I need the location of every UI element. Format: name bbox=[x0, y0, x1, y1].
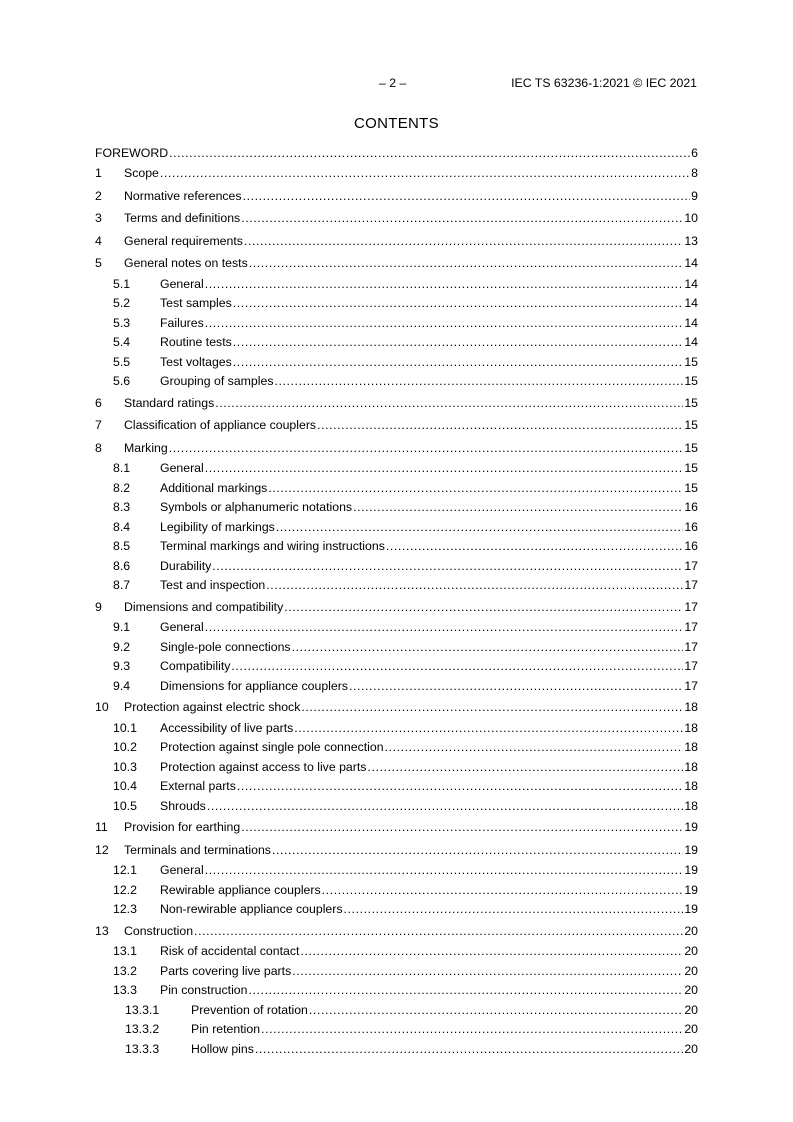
toc-entry-label: Terms and definitions bbox=[124, 211, 241, 225]
toc-entry-number: 13.3.3 bbox=[125, 1041, 160, 1056]
dot-leader bbox=[233, 333, 684, 353]
toc-entry-label: General bbox=[160, 461, 204, 475]
toc-entry[interactable] bbox=[95, 392, 698, 415]
dot-leader bbox=[266, 576, 683, 596]
toc-entry-page: 15 bbox=[684, 480, 698, 495]
toc-entry-leader bbox=[191, 1001, 698, 1021]
toc-entry-leader bbox=[160, 677, 698, 697]
toc-entry-page: 15 bbox=[684, 418, 698, 432]
toc-entry-leader bbox=[160, 719, 698, 739]
toc-entry-leader bbox=[160, 758, 698, 778]
dot-leader bbox=[385, 738, 684, 758]
toc-entry-leader bbox=[160, 333, 698, 353]
toc-entry-number: 6 bbox=[95, 395, 102, 410]
dot-leader bbox=[255, 1040, 683, 1060]
page-number: – 2 – bbox=[379, 76, 407, 90]
toc-entry-leader bbox=[124, 816, 698, 839]
toc-entry-label: Dimensions for appliance couplers bbox=[160, 678, 348, 693]
toc-entry-number: 9.3 bbox=[113, 659, 131, 673]
dot-leader bbox=[231, 657, 683, 677]
toc-entry-leader bbox=[191, 1020, 698, 1040]
toc-entry[interactable] bbox=[95, 518, 698, 538]
toc-entry-label: External parts bbox=[160, 779, 236, 793]
toc-entry-leader bbox=[160, 797, 698, 817]
toc-entry-number: 13.2 bbox=[113, 963, 137, 978]
toc-entry-page: 18 bbox=[684, 720, 698, 735]
toc-entry[interactable] bbox=[95, 537, 698, 557]
toc-entry-label: Accessibility of live parts bbox=[160, 720, 294, 735]
toc-entry-page: 19 bbox=[684, 842, 698, 857]
toc-entry-page: 19 bbox=[684, 902, 698, 916]
toc-entry-page: 17 bbox=[684, 678, 698, 693]
dot-leader bbox=[294, 719, 683, 739]
toc-entry-label: Risk of accidental contact bbox=[160, 944, 300, 958]
toc-entry[interactable] bbox=[95, 162, 698, 185]
toc-entry-page: 17 bbox=[684, 599, 698, 614]
toc-entry-label: FOREWORD bbox=[95, 146, 169, 160]
toc-entry-number: 13.3.2 bbox=[125, 1022, 160, 1036]
dot-leader bbox=[317, 414, 683, 437]
toc-entry-label: Construction bbox=[124, 923, 194, 938]
toc-entry-label: Single-pole connections bbox=[160, 639, 291, 654]
toc-entry-number: 5.3 bbox=[113, 315, 131, 330]
toc-entry-page: 13 bbox=[684, 233, 698, 248]
toc-entry[interactable] bbox=[95, 816, 698, 839]
dot-leader bbox=[309, 1001, 683, 1021]
toc-entry-page: 10 bbox=[684, 211, 698, 225]
dot-leader bbox=[233, 294, 684, 314]
toc-entry-number: 12.2 bbox=[113, 882, 137, 897]
toc-entry-label: Routine tests bbox=[160, 335, 232, 349]
toc-entry-page: 15 bbox=[684, 440, 698, 455]
dot-leader bbox=[215, 392, 683, 415]
toc-entry-label: Test voltages bbox=[160, 354, 232, 369]
toc-entry-leader bbox=[160, 738, 698, 758]
dot-leader bbox=[243, 185, 691, 208]
toc-entry-label: Terminals and terminations bbox=[124, 842, 271, 857]
toc-entry-label: Shrouds bbox=[160, 798, 206, 813]
toc-entry-page: 17 bbox=[684, 659, 698, 673]
toc-entry-label: Grouping of samples bbox=[160, 374, 274, 388]
toc-entry[interactable] bbox=[95, 900, 698, 920]
toc-entry-leader bbox=[124, 839, 698, 862]
toc-entry[interactable] bbox=[95, 738, 698, 758]
toc-entry-number: 10 bbox=[95, 700, 109, 714]
toc-entry[interactable] bbox=[95, 353, 698, 373]
dot-leader bbox=[241, 207, 683, 230]
dot-leader bbox=[207, 797, 684, 817]
toc-entry-page: 20 bbox=[684, 1041, 698, 1056]
toc-entry-number: 9.4 bbox=[113, 678, 131, 693]
toc-entry-leader bbox=[124, 207, 698, 230]
toc-entry-page: 17 bbox=[684, 639, 698, 654]
toc-entry[interactable] bbox=[95, 557, 698, 577]
toc-entry-leader bbox=[160, 557, 698, 577]
toc-entry-number: 10.3 bbox=[113, 759, 137, 774]
toc-entry-number: 5.4 bbox=[113, 335, 131, 349]
table-of-contents bbox=[95, 144, 698, 1059]
toc-entry[interactable] bbox=[95, 657, 698, 677]
toc-entry-label: Additional markings bbox=[160, 480, 268, 495]
toc-entry-leader bbox=[160, 576, 698, 596]
toc-entry-leader bbox=[160, 518, 698, 538]
toc-entry-number: 9.1 bbox=[113, 620, 131, 634]
toc-entry-number: 10.1 bbox=[113, 720, 137, 735]
toc-entry-leader bbox=[191, 1040, 698, 1060]
dot-leader bbox=[276, 518, 683, 538]
toc-entry-leader bbox=[124, 414, 698, 437]
dot-leader bbox=[261, 1020, 683, 1040]
toc-entry-page: 16 bbox=[684, 519, 698, 534]
toc-entry-number: 2 bbox=[95, 188, 102, 203]
toc-entry[interactable] bbox=[95, 372, 698, 392]
toc-entry-label: Protection against single pole connection bbox=[160, 740, 384, 754]
toc-entry-page: 8 bbox=[691, 166, 698, 180]
toc-entry[interactable] bbox=[95, 981, 698, 1001]
toc-entry-label: Protection against electric shock bbox=[124, 700, 301, 714]
toc-entry-leader bbox=[124, 185, 698, 208]
toc-entry[interactable] bbox=[95, 414, 698, 437]
toc-entry-number: 8.4 bbox=[113, 519, 131, 534]
toc-entry-number: 5.2 bbox=[113, 296, 131, 310]
toc-entry[interactable] bbox=[95, 314, 698, 334]
toc-entry-label: Legibility of markings bbox=[160, 519, 275, 534]
toc-entry-label: Classification of appliance couplers bbox=[124, 418, 317, 432]
dot-leader bbox=[386, 537, 683, 557]
toc-entry[interactable] bbox=[95, 797, 698, 817]
toc-entry-page: 14 bbox=[684, 296, 698, 310]
toc-entry-page: 18 bbox=[684, 779, 698, 793]
toc-entry-label: Durability bbox=[160, 558, 212, 573]
toc-entry-number: 12.3 bbox=[113, 902, 137, 916]
toc-entry-page: 17 bbox=[684, 558, 698, 573]
toc-entry-number: 10.5 bbox=[113, 798, 137, 813]
toc-entry-label: General requirements bbox=[124, 233, 243, 248]
toc-entry-label: Pin construction bbox=[160, 983, 248, 997]
toc-entry-leader bbox=[160, 777, 698, 797]
toc-entry-leader bbox=[160, 498, 698, 518]
toc-entry[interactable] bbox=[95, 758, 698, 778]
toc-entry-number: 3 bbox=[95, 211, 102, 225]
toc-entry[interactable] bbox=[95, 275, 698, 295]
toc-entry-leader bbox=[124, 392, 698, 415]
toc-entry-page: 15 bbox=[684, 395, 698, 410]
toc-entry-leader bbox=[160, 275, 698, 295]
toc-entry-leader bbox=[160, 294, 698, 314]
dot-leader bbox=[205, 618, 684, 638]
toc-entry-page: 14 bbox=[684, 276, 698, 291]
page-header bbox=[0, 76, 793, 92]
toc-entry-page: 6 bbox=[691, 146, 698, 160]
toc-entry-leader bbox=[124, 252, 698, 275]
toc-entry-number: 8.6 bbox=[113, 558, 131, 573]
toc-entry-label: Terminal markings and wiring instructions bbox=[160, 539, 385, 553]
toc-entry-label: Symbols or alphanumeric notations bbox=[160, 500, 353, 514]
toc-entry-leader bbox=[160, 942, 698, 962]
toc-entry-label: Prevention of rotation bbox=[191, 1002, 308, 1017]
toc-entry-page: 15 bbox=[684, 354, 698, 369]
toc-entry[interactable] bbox=[95, 920, 698, 943]
toc-entry-label: Standard ratings bbox=[124, 395, 215, 410]
toc-entry-page: 18 bbox=[684, 798, 698, 813]
dot-leader bbox=[241, 816, 683, 839]
toc-entry-leader bbox=[124, 596, 698, 619]
toc-entry-number: 4 bbox=[95, 233, 102, 248]
toc-entry[interactable] bbox=[95, 839, 698, 862]
toc-entry[interactable] bbox=[95, 638, 698, 658]
toc-entry-page: 17 bbox=[684, 578, 698, 592]
toc-entry-label: Pin retention bbox=[191, 1022, 261, 1036]
dot-leader bbox=[244, 230, 683, 253]
toc-entry[interactable] bbox=[95, 207, 698, 230]
toc-entry[interactable] bbox=[95, 437, 698, 460]
toc-entry-number: 8.3 bbox=[113, 500, 131, 514]
toc-entry-page: 19 bbox=[684, 863, 698, 877]
toc-entry-label: Scope bbox=[124, 166, 159, 180]
toc-entry-label: Test samples bbox=[160, 296, 232, 310]
toc-entry[interactable] bbox=[95, 576, 698, 596]
toc-entry-page: 15 bbox=[684, 374, 698, 388]
toc-entry-page: 20 bbox=[684, 1002, 698, 1017]
toc-entry-page: 18 bbox=[684, 700, 698, 714]
toc-entry-leader bbox=[160, 638, 698, 658]
toc-entry-number: 10.4 bbox=[113, 779, 137, 793]
toc-entry-number: 9.2 bbox=[113, 639, 131, 654]
toc-entry-number: 12 bbox=[95, 842, 109, 857]
toc-entry-number: 13.3 bbox=[113, 983, 137, 997]
toc-entry-label: Normative references bbox=[124, 188, 242, 203]
toc-entry-leader bbox=[160, 479, 698, 499]
toc-entry-leader bbox=[124, 162, 698, 185]
toc-entry-number: 13 bbox=[95, 923, 109, 938]
toc-entry-page: 20 bbox=[684, 923, 698, 938]
dot-leader bbox=[169, 144, 690, 162]
toc-entry[interactable] bbox=[95, 252, 698, 275]
toc-entry[interactable] bbox=[95, 696, 698, 719]
dot-leader bbox=[344, 900, 684, 920]
toc-entry-page: 16 bbox=[684, 539, 698, 553]
toc-entry-page: 20 bbox=[684, 983, 698, 997]
toc-entry-number: 8.2 bbox=[113, 480, 131, 495]
toc-entry-number: 1 bbox=[95, 166, 102, 180]
dot-leader bbox=[274, 372, 683, 392]
toc-entry-leader bbox=[160, 900, 698, 920]
toc-entry[interactable] bbox=[95, 861, 698, 881]
toc-entry-number: 8.5 bbox=[113, 539, 131, 553]
dot-leader bbox=[349, 677, 683, 697]
toc-entry-leader bbox=[124, 920, 698, 943]
toc-entry[interactable] bbox=[95, 479, 698, 499]
dot-leader bbox=[205, 314, 684, 334]
toc-entry-number: 5.5 bbox=[113, 354, 131, 369]
dot-leader bbox=[233, 353, 684, 373]
toc-entry-leader bbox=[124, 230, 698, 253]
toc-entry-label: General bbox=[160, 620, 204, 634]
toc-entry-label: Protection against access to live parts bbox=[160, 759, 367, 774]
toc-entry-leader bbox=[160, 861, 698, 881]
toc-entry[interactable] bbox=[95, 333, 698, 353]
toc-entry-leader bbox=[160, 981, 698, 1001]
dot-leader bbox=[205, 275, 684, 295]
dot-leader bbox=[292, 962, 683, 982]
document-id: IEC TS 63236-1:2021 © IEC 2021 bbox=[511, 76, 697, 90]
toc-entry-number: 10.2 bbox=[113, 740, 137, 754]
dot-leader bbox=[169, 437, 684, 460]
toc-entry[interactable] bbox=[95, 185, 698, 208]
toc-entry-number: 5.1 bbox=[113, 276, 131, 291]
toc-entry-number: 8 bbox=[95, 440, 102, 455]
dot-leader bbox=[268, 479, 683, 499]
toc-entry-label: Parts covering live parts bbox=[160, 963, 292, 978]
dot-leader bbox=[284, 596, 683, 619]
toc-entry-label: Marking bbox=[124, 440, 168, 455]
toc-entry-leader bbox=[160, 618, 698, 638]
toc-entry[interactable] bbox=[95, 942, 698, 962]
dot-leader bbox=[205, 861, 684, 881]
toc-entry-page: 19 bbox=[684, 882, 698, 897]
toc-entry-leader bbox=[160, 881, 698, 901]
page-title: CONTENTS bbox=[354, 115, 439, 132]
toc-entry-number: 9 bbox=[95, 599, 102, 614]
dot-leader bbox=[292, 638, 684, 658]
toc-entry-label: Non-rewirable appliance couplers bbox=[160, 902, 343, 916]
dot-leader bbox=[322, 881, 684, 901]
toc-entry-leader bbox=[160, 314, 698, 334]
toc-entry-page: 14 bbox=[684, 315, 698, 330]
toc-entry[interactable] bbox=[95, 881, 698, 901]
toc-entry-page: 20 bbox=[684, 1022, 698, 1036]
toc-entry-label: Compatibility bbox=[160, 659, 231, 673]
toc-entry-leader bbox=[160, 372, 698, 392]
dot-leader bbox=[301, 696, 683, 719]
toc-entry-page: 18 bbox=[684, 740, 698, 754]
toc-entry[interactable] bbox=[95, 294, 698, 314]
toc-entry-page: 14 bbox=[684, 335, 698, 349]
toc-entry[interactable] bbox=[95, 596, 698, 619]
toc-entry-label: Failures bbox=[160, 315, 204, 330]
toc-entry-leader bbox=[124, 437, 698, 460]
toc-entry[interactable] bbox=[95, 459, 698, 479]
toc-entry[interactable] bbox=[95, 1040, 698, 1060]
dot-leader bbox=[249, 252, 684, 275]
toc-entry-leader bbox=[95, 144, 698, 162]
toc-entry-page: 20 bbox=[684, 963, 698, 978]
toc-entry[interactable] bbox=[95, 677, 698, 697]
toc-entry-page: 16 bbox=[684, 500, 698, 514]
toc-entry-number: 8.1 bbox=[113, 461, 131, 475]
toc-entry-page: 20 bbox=[684, 944, 698, 958]
toc-entry[interactable] bbox=[95, 962, 698, 982]
dot-leader bbox=[367, 758, 683, 778]
toc-entry-label: General bbox=[160, 276, 204, 291]
toc-entry-page: 18 bbox=[684, 759, 698, 774]
dot-leader bbox=[353, 498, 683, 518]
toc-entry-number: 13.1 bbox=[113, 944, 137, 958]
toc-entry-label: Rewirable appliance couplers bbox=[160, 882, 321, 897]
toc-entry[interactable] bbox=[95, 1001, 698, 1021]
dot-leader bbox=[160, 162, 690, 185]
toc-entry-label: Dimensions and compatibility bbox=[124, 599, 284, 614]
toc-entry-label: Test and inspection bbox=[160, 578, 266, 592]
toc-entry-label: General notes on tests bbox=[124, 256, 248, 270]
toc-entry-label: Hollow pins bbox=[191, 1041, 254, 1056]
toc-entry-page: 15 bbox=[684, 461, 698, 475]
toc-entry-page: 19 bbox=[684, 820, 698, 834]
toc-entry-label: General bbox=[160, 863, 204, 877]
toc-entry-leader bbox=[160, 962, 698, 982]
toc-entry-number: 5.6 bbox=[113, 374, 131, 388]
dot-leader bbox=[212, 557, 683, 577]
toc-entry[interactable] bbox=[95, 777, 698, 797]
toc-entry[interactable] bbox=[95, 618, 698, 638]
dot-leader bbox=[300, 942, 683, 962]
toc-entry-number: 13.3.1 bbox=[125, 1002, 160, 1017]
toc-entry[interactable] bbox=[95, 1020, 698, 1040]
dot-leader bbox=[249, 981, 684, 1001]
toc-entry[interactable] bbox=[95, 230, 698, 253]
toc-entry[interactable] bbox=[95, 719, 698, 739]
toc-entry-page: 9 bbox=[691, 188, 698, 203]
toc-entry-label: Provision for earthing bbox=[124, 820, 241, 834]
toc-entry-number: 11 bbox=[95, 820, 108, 834]
toc-entry-leader bbox=[160, 657, 698, 677]
toc-entry-number: 7 bbox=[95, 418, 102, 432]
toc-entry-leader bbox=[160, 459, 698, 479]
dot-leader bbox=[272, 839, 683, 862]
toc-entry-leader bbox=[124, 696, 698, 719]
toc-entry-number: 8.7 bbox=[113, 578, 131, 592]
toc-entry-page: 14 bbox=[684, 256, 698, 270]
dot-leader bbox=[194, 920, 683, 943]
toc-entry-leader bbox=[160, 537, 698, 557]
dot-leader bbox=[237, 777, 683, 797]
toc-entry-number: 5 bbox=[95, 256, 102, 270]
toc-entry-leader bbox=[160, 353, 698, 373]
toc-entry-number: 12.1 bbox=[113, 863, 137, 877]
toc-entry[interactable] bbox=[95, 498, 698, 518]
toc-entry-page: 17 bbox=[684, 620, 698, 634]
toc-entry[interactable] bbox=[95, 144, 698, 162]
dot-leader bbox=[205, 459, 684, 479]
